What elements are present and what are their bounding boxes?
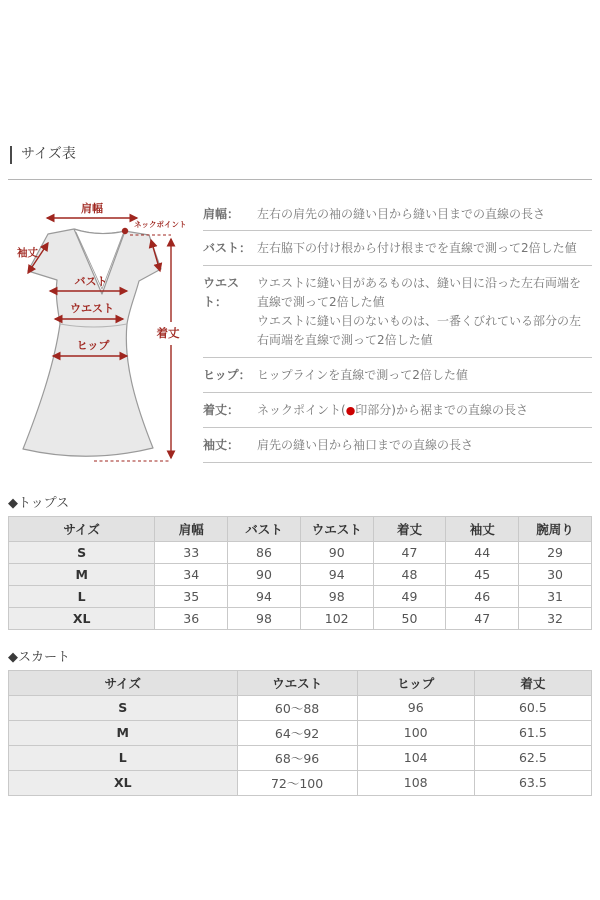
neck-point-dot [122, 227, 128, 233]
table-row [9, 770, 592, 795]
skirt-header-size: サイズ [9, 670, 238, 695]
value-cell: 98 [228, 607, 301, 629]
definition-text-line1: ウエストに縫い目があるものは、縫い目に沿った左右両端を直線で測って2倍した値 [257, 276, 582, 310]
definition-row-length [203, 393, 592, 428]
definition-text: ヒップラインを直線で測って2倍した値 [257, 368, 468, 383]
tops-header-size: サイズ [9, 516, 155, 541]
definition-row-bust [203, 231, 592, 266]
measurement-guide [8, 196, 592, 488]
size-cell: L [9, 585, 155, 607]
size-cell: M [9, 720, 238, 745]
definition-term: 肩幅： [203, 206, 240, 221]
table-row [9, 541, 592, 563]
tops-header-sleeve: 袖丈 [446, 516, 519, 541]
red-dot-marker: ● [345, 404, 356, 418]
bust-label: バスト [74, 274, 108, 288]
definition-row-sleeve-length [203, 428, 592, 463]
definition-term: ヒップ： [203, 368, 251, 383]
value-cell: 94 [228, 585, 301, 607]
value-cell: 30 [519, 563, 592, 585]
tops-header-row [9, 516, 592, 541]
size-cell: S [9, 541, 155, 563]
definition-row-hip [203, 358, 592, 393]
tops-section [8, 492, 592, 630]
skirt-header-row [9, 670, 592, 695]
table-row [9, 720, 592, 745]
skirt-header-waist: ウエスト [237, 670, 357, 695]
neck-point-label: ネックポイント [134, 219, 187, 229]
value-cell: 90 [228, 563, 301, 585]
value-cell: 46 [446, 585, 519, 607]
value-cell: 60〜88 [237, 695, 357, 720]
value-cell: 86 [228, 541, 301, 563]
tops-header-waist: ウエスト [300, 516, 373, 541]
dress-diagram-svg [8, 196, 198, 486]
value-cell: 61.5 [474, 720, 591, 745]
value-cell: 44 [446, 541, 519, 563]
value-cell: 47 [446, 607, 519, 629]
sleeve-length-label: 袖丈 [17, 246, 38, 259]
waist-label: ウエスト [70, 301, 114, 315]
skirt-section [8, 646, 592, 796]
value-cell: 32 [519, 607, 592, 629]
tops-section-label: ◆トップス [8, 495, 70, 511]
definition-term: 袖丈： [203, 438, 240, 453]
size-cell: XL [9, 607, 155, 629]
size-cell: L [9, 745, 238, 770]
value-cell: 34 [155, 563, 228, 585]
definition-text: 左右脇下の付け根から付け根までを直線で測って2倍した値 [257, 241, 577, 256]
value-cell: 35 [155, 585, 228, 607]
skirt-section-label: ◆スカート [8, 649, 70, 665]
value-cell: 72〜100 [237, 770, 357, 795]
value-cell: 45 [446, 563, 519, 585]
definition-text-suffix: 印部分)から裾までの直線の長さ [355, 403, 528, 418]
tops-header-length: 着丈 [373, 516, 446, 541]
value-cell: 90 [300, 541, 373, 563]
size-cell: XL [9, 770, 238, 795]
value-cell: 64〜92 [237, 720, 357, 745]
value-cell: 104 [357, 745, 474, 770]
size-cell: M [9, 563, 155, 585]
table-row [9, 695, 592, 720]
top-spacer [8, 0, 592, 146]
definition-text-prefix: ネックポイント( [257, 403, 346, 418]
definition-row-waist [203, 266, 592, 358]
definition-text-line2: ウエストに縫い目のないものは、一番くびれている部分の左右両端を直線で測って2倍した値 [257, 314, 582, 348]
value-cell: 96 [357, 695, 474, 720]
table-row [9, 585, 592, 607]
table-row [9, 563, 592, 585]
value-cell: 50 [373, 607, 446, 629]
measurement-definitions [203, 196, 592, 488]
title-divider [8, 179, 592, 180]
tops-header-shoulder: 肩幅 [155, 516, 228, 541]
dress-diagram [8, 196, 198, 488]
table-row [9, 745, 592, 770]
tops-header-arm: 腕周り [519, 516, 592, 541]
definition-row-shoulder-width [203, 197, 592, 232]
size-cell: S [9, 695, 238, 720]
hip-label: ヒップ [76, 338, 110, 352]
value-cell: 47 [373, 541, 446, 563]
value-cell: 29 [519, 541, 592, 563]
value-cell: 60.5 [474, 695, 591, 720]
page-title-text: サイズ表 [21, 146, 76, 162]
value-cell: 36 [155, 607, 228, 629]
definition-term: 着丈： [203, 403, 240, 418]
value-cell: 48 [373, 563, 446, 585]
value-cell: 63.5 [474, 770, 591, 795]
table-row [9, 607, 592, 629]
value-cell: 62.5 [474, 745, 591, 770]
length-label: 着丈 [156, 325, 180, 340]
definition-text: 肩先の縫い目から袖口までの直線の長さ [257, 438, 474, 453]
skirt-size-table [8, 670, 592, 796]
value-cell: 31 [519, 585, 592, 607]
page-title [10, 146, 592, 164]
tops-header-bust: バスト [228, 516, 301, 541]
value-cell: 102 [300, 607, 373, 629]
definition-term: ウエスト： [203, 276, 240, 310]
definition-text [257, 274, 592, 350]
definition-text [257, 401, 592, 420]
definition-text: 左右の肩先の袖の縫い目から縫い目までの直線の長さ [257, 206, 546, 221]
value-cell: 108 [357, 770, 474, 795]
value-cell: 98 [300, 585, 373, 607]
value-cell: 33 [155, 541, 228, 563]
definition-term: バスト： [203, 241, 252, 256]
value-cell: 94 [300, 563, 373, 585]
shoulder-width-label: 肩幅 [81, 201, 103, 215]
tops-size-table [8, 516, 592, 630]
value-cell: 49 [373, 585, 446, 607]
skirt-header-length: 着丈 [474, 670, 591, 695]
value-cell: 68〜96 [237, 745, 357, 770]
skirt-header-hip: ヒップ [357, 670, 474, 695]
value-cell: 100 [357, 720, 474, 745]
